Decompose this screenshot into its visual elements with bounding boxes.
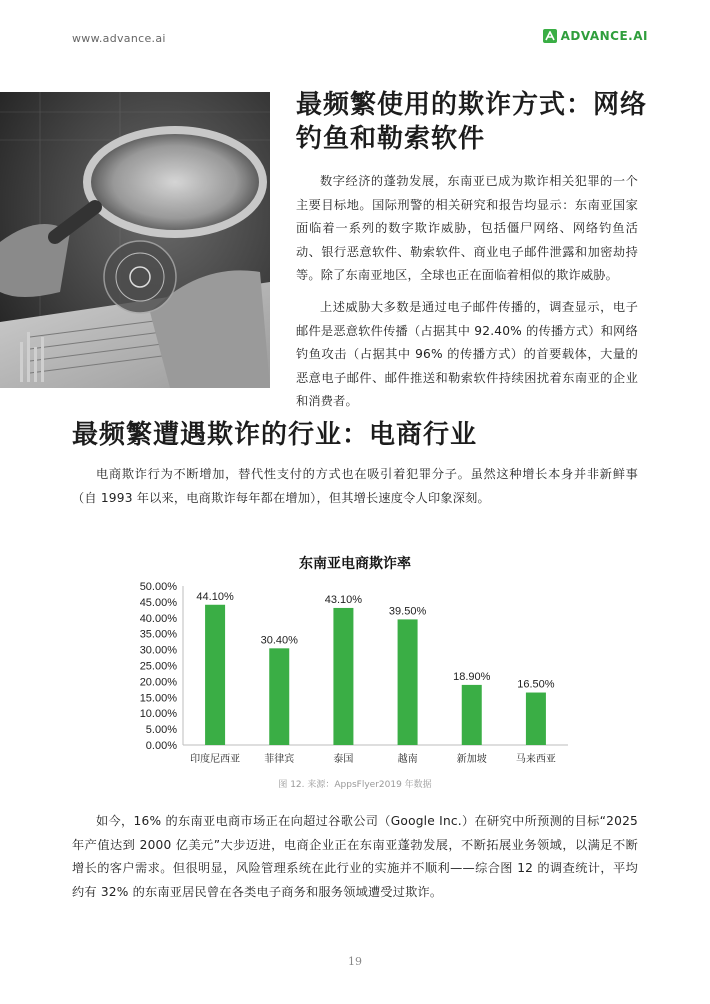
y-tick-label: 35.00% <box>139 628 177 641</box>
y-tick-label: 50.00% <box>139 581 177 593</box>
bar <box>269 648 289 745</box>
y-tick-label: 15.00% <box>139 692 177 705</box>
paragraph-ecommerce-fraud: 电商欺诈行为不断增加，替代性支付的方式也在吸引着犯罪分子。虽然这种增长本身并非新鲜事（自 1993 年以来，电商欺诈每年都在增加），但其增长速度令人印象深刻。 <box>72 467 638 505</box>
header-url: www.advance.ai <box>72 32 166 45</box>
data-label: 30.40% <box>260 634 298 647</box>
logo-text: ADVANCE.AI <box>560 29 648 43</box>
x-tick-label: 马来西亚 <box>515 754 556 765</box>
data-label: 18.90% <box>453 670 491 683</box>
data-label: 39.50% <box>388 605 427 618</box>
data-label: 16.50% <box>517 678 555 691</box>
paragraph-market-outlook: 如今，16% 的东南亚电商市场正在向超过谷歌公司（Google Inc.）在研究中所预测的目标“2025 年产值达到 2000 亿美元”大步迈进，电商企业正在东南亚蓬勃发展，不断拓展业务领域，以满足不断增长的客户需求。但很明显，风险管理系统在此行业的实施并不顺利——综合图 12 的调查统计，平均约有 32% 的东南亚居民曾在各类电子商务和服务领域遭受过欺诈。 <box>72 814 638 899</box>
x-tick-label: 泰国 <box>333 754 354 765</box>
y-tick-label: 45.00% <box>139 596 177 609</box>
bar <box>333 608 353 745</box>
paragraph-email: 上述威胁大多数是通过电子邮件传播的，调查显示，电子邮件是恶意软件传播（占据其中 92.40% 的传播方式）和网络钓鱼攻击（占据其中 96% 的传播方式）的首要载体，大量的恶意电子邮件、邮件推送和勒索软件持续困扰着东南亚的企业和消费者。 <box>296 300 638 408</box>
y-tick-label: 20.00% <box>139 676 177 689</box>
bar <box>398 619 418 745</box>
page-number: 19 <box>348 955 362 968</box>
magnifying-glass-photo <box>0 92 270 388</box>
bar <box>462 685 482 745</box>
chart-title: 东南亚电商欺诈率 <box>299 556 411 572</box>
y-tick-label: 5.00% <box>145 724 177 737</box>
x-tick-label: 印度尼西亚 <box>190 754 241 765</box>
x-tick-label: 越南 <box>397 754 418 765</box>
section-title-phishing: 最频繁使用的欺诈方式：网络钓鱼和勒索软件 <box>296 90 648 154</box>
data-label: 43.10% <box>324 593 363 606</box>
y-tick-label: 0.00% <box>145 740 177 752</box>
y-tick-label: 25.00% <box>139 660 177 673</box>
x-tick-label: 菲律宾 <box>264 754 295 765</box>
advance-logo <box>543 29 648 43</box>
y-tick-label: 10.00% <box>139 708 177 721</box>
section-title-ecommerce: 最频繁遭遇欺诈的行业：电商行业 <box>72 420 478 450</box>
fraud-rate-bar-chart <box>0 570 710 770</box>
y-tick-label: 40.00% <box>139 612 177 625</box>
bar <box>205 605 225 745</box>
x-tick-label: 新加坡 <box>456 754 487 765</box>
y-tick-label: 30.00% <box>139 644 177 657</box>
chart-caption: 图 12. 来源：AppsFlyer2019 年数据 <box>278 780 432 790</box>
bar <box>526 693 546 745</box>
advance-logo-icon <box>543 29 557 43</box>
data-label: 44.10% <box>196 590 234 603</box>
paragraph-threats: 数字经济的蓬勃发展，东南亚已成为欺诈相关犯罪的一个主要目标地。国际刑警的相关研究和报告均显示：东南亚国家面临着一系列的数字欺诈威胁，包括僵尸网络、网络钓鱼活动、银行恶意软件、勒索软件、商业电子邮件泄露和加密劫持等。除了东南亚地区，全球也正在面临着相似的欺诈威胁。 <box>296 174 638 282</box>
